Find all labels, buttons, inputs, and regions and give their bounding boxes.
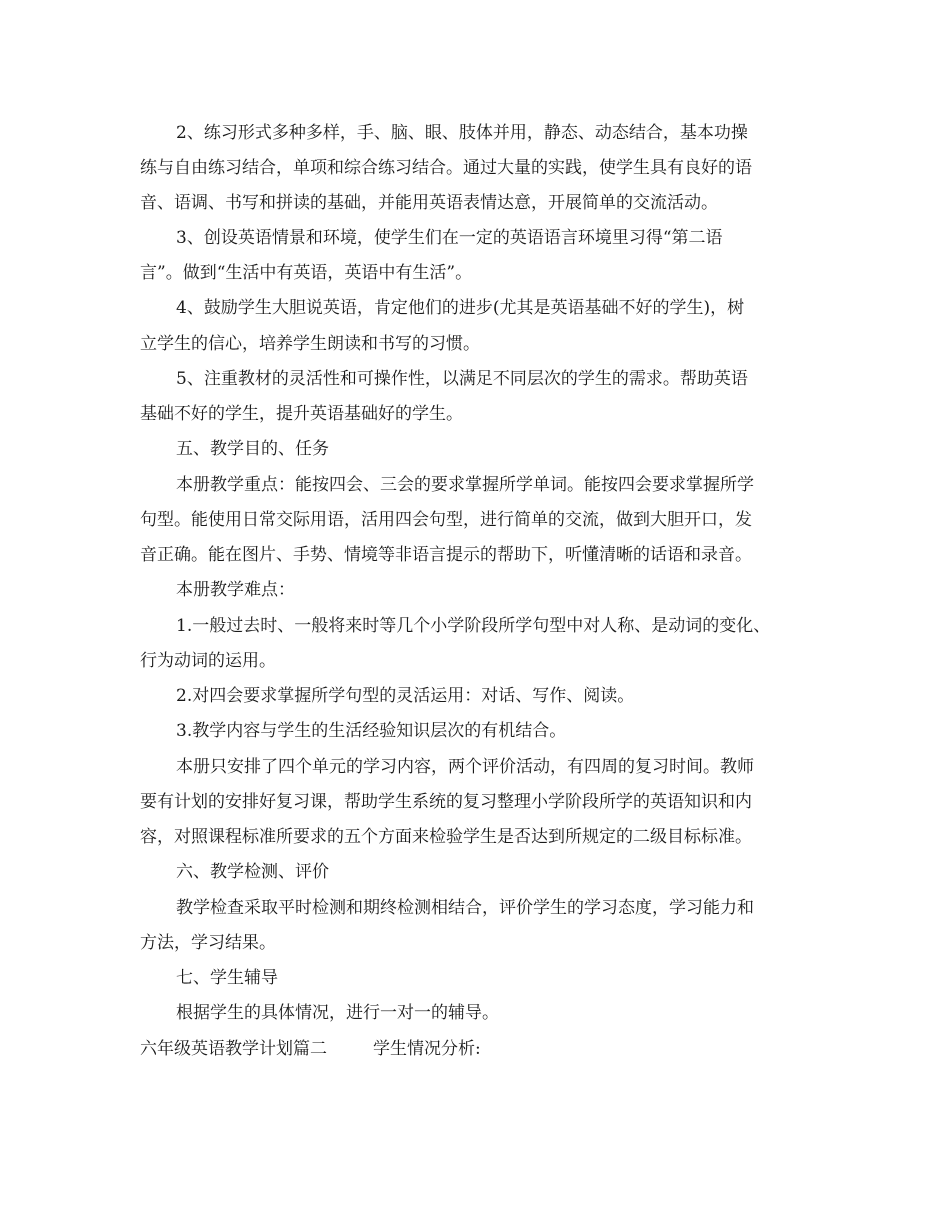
article-title: 六年级英语教学计划篇二 <box>140 1039 327 1059</box>
list-item: 1.一般过去时、一般将来时等几个小学阶段所学句型中对人称、是动词的变化、 <box>176 616 771 636</box>
paragraph-line: 本册教学重点：能按四会、三会的要求掌握所学单词。能按四会要求掌握所学 <box>176 475 754 495</box>
paragraph-line: 容，对照课程标准所要求的五个方面来检验学生是否达到所规定的二级目标标准。 <box>140 827 752 847</box>
paragraph-line: 4、鼓励学生大胆说英语，肯定他们的进步(尤其是英语基础不好的学生)，树 <box>176 298 745 318</box>
paragraph-line: 句型。能使用日常交际用语，活用四会句型，进行简单的交流，做到大胆开口，发 <box>140 510 752 530</box>
paragraph-line: 言”。做到“生活中有英语，英语中有生活”。 <box>140 263 473 283</box>
paragraph-line: 根据学生的具体情况，进行一对一的辅导。 <box>176 1003 499 1023</box>
paragraph-line: 练与自由练习结合，单项和综合练习结合。通过大量的实践，使学生具有良好的语 <box>140 158 752 178</box>
section-heading: 六、教学检测、评价 <box>176 862 329 882</box>
paragraph-line: 教学检查采取平时检测和期终检测相结合，评价学生的学习态度，学习能力和 <box>176 898 754 918</box>
list-item: 2.对四会要求掌握所学句型的灵活运用：对话、写作、阅读。 <box>176 686 635 706</box>
paragraph-line: 2、练习形式多种多样，手、脑、眼、肢体并用，静态、动态结合，基本功操 <box>176 123 748 143</box>
paragraph-line: 基础不好的学生，提升英语基础好的学生。 <box>140 404 463 424</box>
paragraph-line: 要有计划的安排好复习课，帮助学生系统的复习整理小学阶段所学的英语知识和内 <box>140 792 752 812</box>
paragraph-line: 5、注重教材的灵活性和可操作性，以满足不同层次的学生的需求。帮助英语 <box>176 369 748 389</box>
article-title-line <box>140 1039 481 1059</box>
paragraph-line: 音正确。能在图片、手势、情境等非语言提示的帮助下，听懂清晰的话语和录音。 <box>140 545 752 565</box>
paragraph-line: 方法，学习结果。 <box>140 933 276 953</box>
section-heading: 五、教学目的、任务 <box>176 439 329 459</box>
paragraph-line: 立学生的信心，培养学生朗读和书写的习惯。 <box>140 334 480 354</box>
paragraph-line: 本册只安排了四个单元的学习内容，两个评价活动，有四周的复习时间。教师 <box>176 757 754 777</box>
paragraph-line: 音、语调、书写和拼读的基础，并能用英语表情达意，开展简单的交流活动。 <box>140 193 718 213</box>
paragraph-line: 本册教学难点： <box>176 580 295 600</box>
paragraph-line: 3、创设英语情景和环境，使学生们在一定的英语语言环境里习得“第二语 <box>176 228 723 248</box>
section-subtitle: 学生情况分析: <box>373 1039 481 1059</box>
section-heading: 七、学生辅导 <box>176 968 278 988</box>
list-item: 3.教学内容与学生的生活经验知识层次的有机结合。 <box>176 721 567 741</box>
list-item: 行为动词的运用。 <box>140 651 276 671</box>
